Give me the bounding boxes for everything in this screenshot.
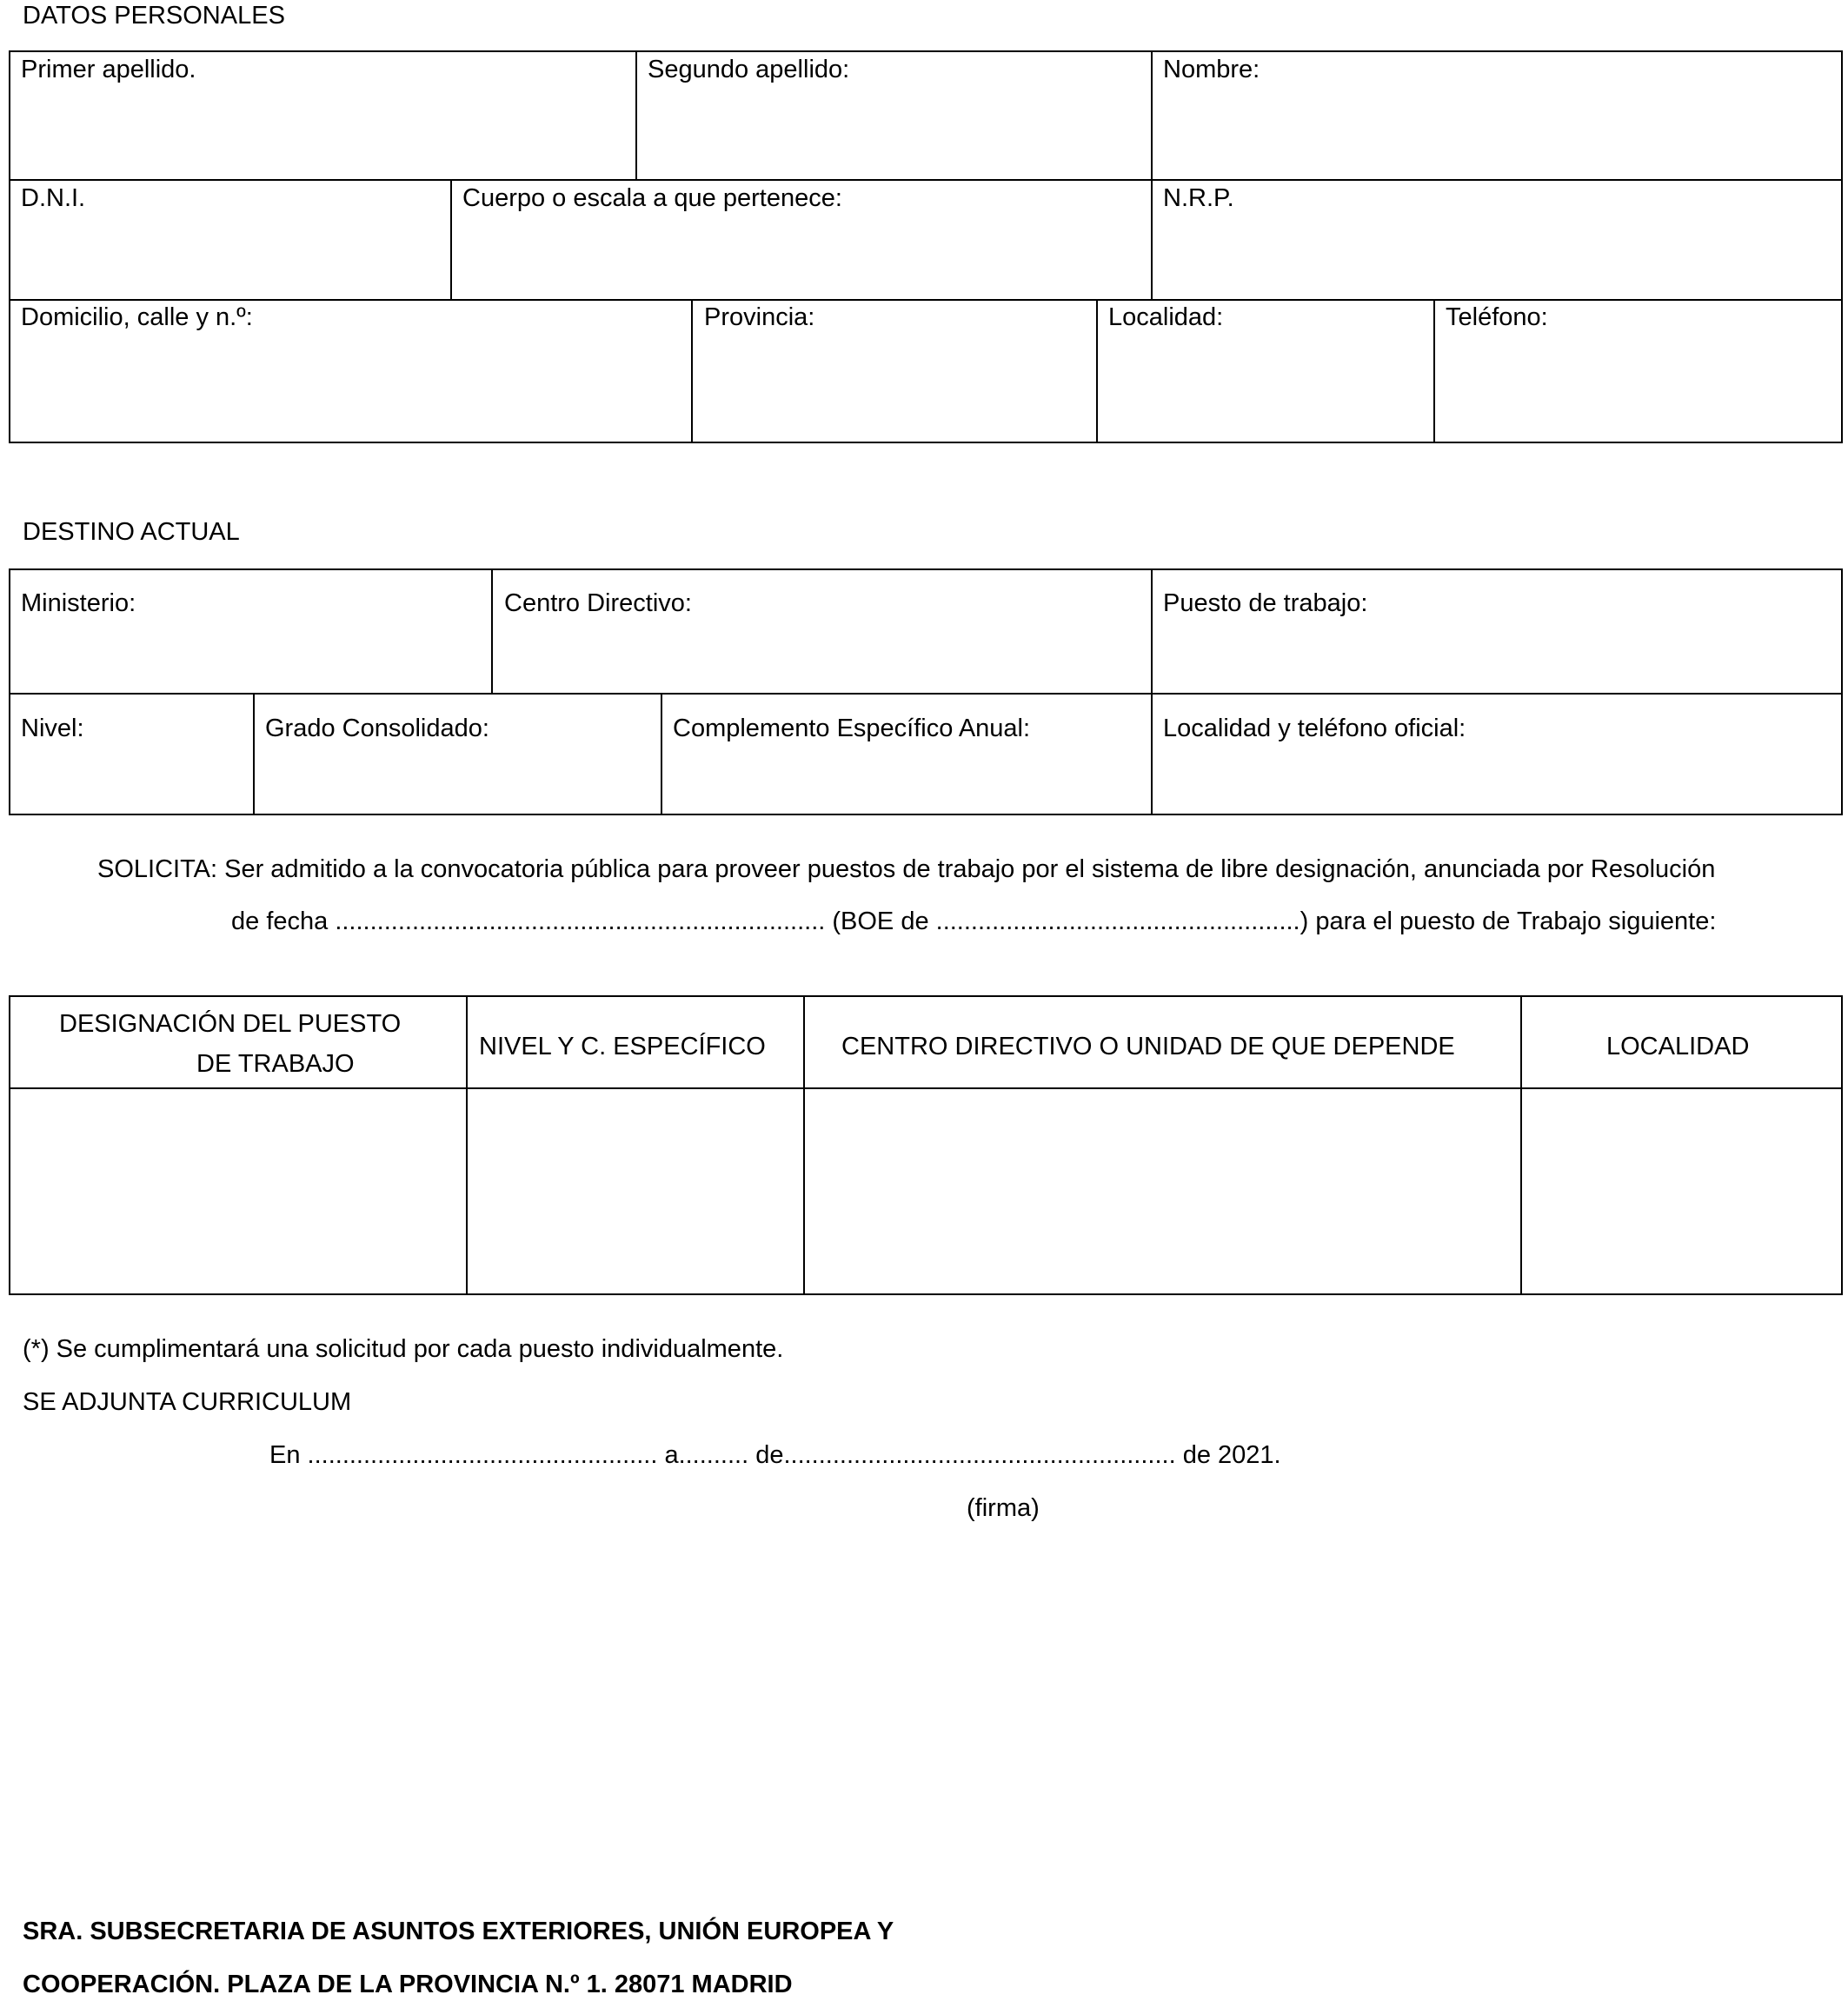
personal-heading: DATOS PERSONALES xyxy=(23,2,285,30)
header-centro-directivo: CENTRO DIRECTIVO O UNIDAD DE QUE DEPENDE xyxy=(841,1033,1455,1060)
telefono-field[interactable]: Teléfono: xyxy=(1446,303,1548,331)
addressee-line-2: COOPERACIÓN. PLAZA DE LA PROVINCIA N.º 1. 28071 MADRID xyxy=(23,1971,793,1998)
personal-table xyxy=(9,50,1843,443)
date-line: En .................................................. a.......... de........................................................ de 2021. xyxy=(269,1441,1281,1469)
divider xyxy=(1151,568,1153,693)
divider xyxy=(691,299,693,443)
divider xyxy=(661,693,662,815)
complemento-especifico-field[interactable]: Complemento Específico Anual: xyxy=(673,715,1031,742)
provincia-field[interactable]: Provincia: xyxy=(704,303,815,331)
header-designacion-2: DE TRABAJO xyxy=(196,1050,355,1078)
divider xyxy=(1151,50,1153,179)
header-nivel: NIVEL Y C. ESPECÍFICO xyxy=(479,1033,766,1060)
primer-apellido-field[interactable]: Primer apellido. xyxy=(21,56,196,83)
divider xyxy=(1151,179,1153,299)
header-localidad: LOCALIDAD xyxy=(1606,1033,1750,1060)
divider xyxy=(450,179,452,299)
localidad-telefono-oficial-field[interactable]: Localidad y teléfono oficial: xyxy=(1163,715,1466,742)
puesto-trabajo-field[interactable]: Puesto de trabajo: xyxy=(1163,589,1368,617)
designacion-cell[interactable] xyxy=(10,1089,464,1293)
destino-heading: DESTINO ACTUAL xyxy=(23,518,240,546)
ministerio-field[interactable]: Ministerio: xyxy=(21,589,136,617)
domicilio-field[interactable]: Domicilio, calle y n.º: xyxy=(21,303,253,331)
firma-label: (firma) xyxy=(967,1494,1040,1522)
divider xyxy=(1433,299,1435,443)
dni-field[interactable]: D.N.I. xyxy=(21,184,86,212)
localidad-field[interactable]: Localidad: xyxy=(1108,303,1224,331)
destino-table xyxy=(9,568,1843,815)
nombre-field[interactable]: Nombre: xyxy=(1163,56,1260,83)
cuerpo-escala-field[interactable]: Cuerpo o escala a que pertenece: xyxy=(462,184,842,212)
divider xyxy=(1151,693,1153,815)
note: (*) Se cumplimentará una solicitud por cada puesto individualmente. xyxy=(23,1335,784,1363)
divider xyxy=(9,179,1843,181)
addressee-line-1: SRA. SUBSECRETARIA DE ASUNTOS EXTERIORES, UNIÓN EUROPEA Y xyxy=(23,1918,894,1945)
nivel-field[interactable]: Nivel: xyxy=(21,715,84,742)
divider xyxy=(1096,299,1098,443)
localidad-cell[interactable] xyxy=(1522,1089,1841,1293)
segundo-apellido-field[interactable]: Segundo apellido: xyxy=(648,56,850,83)
divider xyxy=(9,693,1843,695)
divider xyxy=(253,693,255,815)
divider xyxy=(9,299,1843,301)
divider xyxy=(635,50,637,179)
solicita-line-1: SOLICITA: Ser admitido a la convocatoria pública para proveer puestos de trabajo por el sistema de libre designación, anunciada por Resolución xyxy=(97,855,1716,883)
nrp-field[interactable]: N.R.P. xyxy=(1163,184,1234,212)
solicita-line-2: de fecha ...................................................................... (BOE de ....................................................) para el puesto de Trabajo siguiente: xyxy=(231,907,1717,935)
divider xyxy=(491,568,493,693)
header-designacion: DESIGNACIÓN DEL PUESTO xyxy=(59,1010,402,1038)
grado-consolidado-field[interactable]: Grado Consolidado: xyxy=(265,715,489,742)
centro-directivo-field[interactable]: Centro Directivo: xyxy=(504,589,692,617)
nivel-cell[interactable] xyxy=(468,1089,801,1293)
centro-cell[interactable] xyxy=(805,1089,1519,1293)
adjunta-curriculum: SE ADJUNTA CURRICULUM xyxy=(23,1388,352,1416)
